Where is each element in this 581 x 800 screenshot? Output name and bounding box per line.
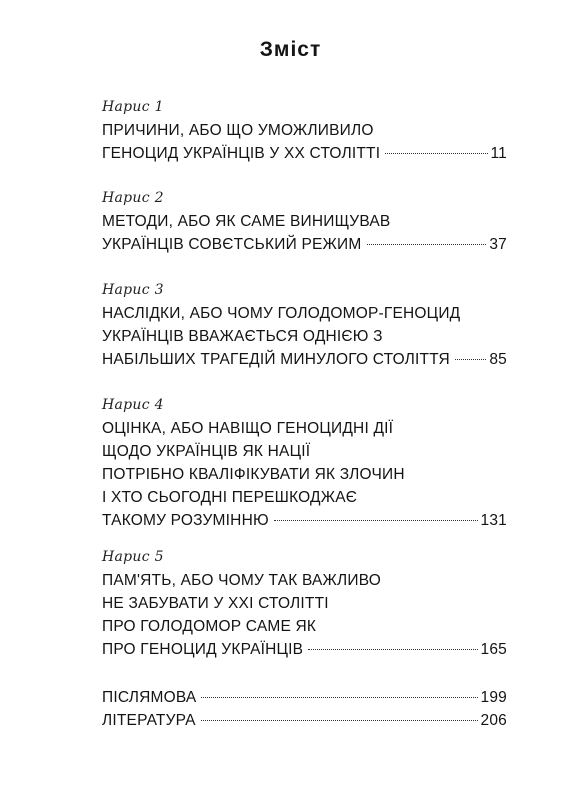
page-number: 131	[480, 512, 507, 529]
entry-line: НАБІЛЬШИХ ТРАГЕДІЙ МИНУЛОГО СТОЛІТТЯ	[102, 351, 450, 368]
entry-line: УКРАЇНЦІВ ВВАЖАЄТЬСЯ ОДНІЄЮ З	[102, 328, 383, 345]
toc-entry-essay-4[interactable]	[102, 393, 507, 532]
entry-line-with-page	[102, 638, 507, 661]
toc-entry-essay-3[interactable]	[102, 278, 507, 371]
dot-leader	[201, 720, 478, 721]
page-number: 199	[480, 689, 507, 706]
page-number: 165	[480, 641, 507, 658]
dot-leader	[308, 649, 477, 650]
essay-label: Нарис 4	[102, 397, 164, 413]
essay-label: Нарис 2	[102, 190, 164, 206]
page-number: 85	[489, 351, 507, 368]
entry-line: ГЕНОЦИД УКРАЇНЦІВ У XX СТОЛІТТІ	[102, 145, 381, 162]
entry-line: ПІСЛЯМОВА	[102, 689, 197, 706]
entry-line: ПРО ГОЛОДОМОР САМЕ ЯК	[102, 618, 317, 635]
entry-line: НЕ ЗАБУВАТИ У XXI СТОЛІТТІ	[102, 595, 329, 612]
page-number: 206	[480, 712, 507, 729]
essay-label: Нарис 3	[102, 282, 164, 298]
dot-leader	[274, 520, 478, 521]
page-number: 11	[490, 145, 507, 162]
page-title: Зміст	[259, 38, 322, 61]
entry-line-with-page	[102, 233, 507, 256]
entry-line: ЛІТЕРАТУРА	[102, 712, 196, 729]
dot-leader	[385, 153, 487, 154]
entry-line: ПОТРІБНО КВАЛІФІКУВАТИ ЯК ЗЛОЧИН	[102, 466, 405, 483]
entry-line: ПРО ГЕНОЦИД УКРАЇНЦІВ	[102, 641, 304, 658]
dot-leader	[455, 359, 486, 360]
entry-line: ПРИЧИНИ, АБО ЩО УМОЖЛИВИЛО	[102, 122, 374, 139]
toc-entry-essay-1[interactable]	[102, 95, 507, 165]
entry-line: УКРАЇНЦІВ СОВЄТСЬКИЙ РЕЖИМ	[102, 236, 362, 253]
essay-label: Нарис 1	[102, 99, 164, 115]
entry-line: І ХТО СЬОГОДНІ ПЕРЕШКОДЖАЄ	[102, 489, 358, 506]
entry-line: ОЦІНКА, АБО НАВІЩО ГЕНОЦИДНІ ДІЇ	[102, 420, 394, 437]
entry-line-with-page	[102, 348, 507, 371]
toc-entry-essay-2[interactable]	[102, 186, 507, 256]
entry-line: ТАКОМУ РОЗУМІННЮ	[102, 512, 269, 529]
dot-leader	[201, 697, 477, 698]
page-number: 37	[489, 236, 507, 253]
dot-leader	[367, 244, 487, 245]
toc-entry-afterword[interactable]	[102, 686, 507, 709]
toc-entry-literature[interactable]	[102, 709, 507, 732]
entry-line: ЩОДО УКРАЇНЦІВ ЯК НАЦІЇ	[102, 443, 311, 460]
entry-line: ПАМ'ЯТЬ, АБО ЧОМУ ТАК ВАЖЛИВО	[102, 572, 382, 589]
entry-line-with-page	[102, 509, 507, 532]
entry-line: НАСЛІДКИ, АБО ЧОМУ ГОЛОДОМОР-ГЕНОЦИД	[102, 305, 461, 322]
toc-entry-essay-5[interactable]	[102, 545, 507, 661]
entry-line-with-page	[102, 709, 507, 732]
entry-line-with-page	[102, 142, 507, 165]
essay-label: Нарис 5	[102, 549, 164, 565]
entry-line: МЕТОДИ, АБО ЯК САМЕ ВИНИЩУВАВ	[102, 213, 391, 230]
entry-line-with-page	[102, 686, 507, 709]
